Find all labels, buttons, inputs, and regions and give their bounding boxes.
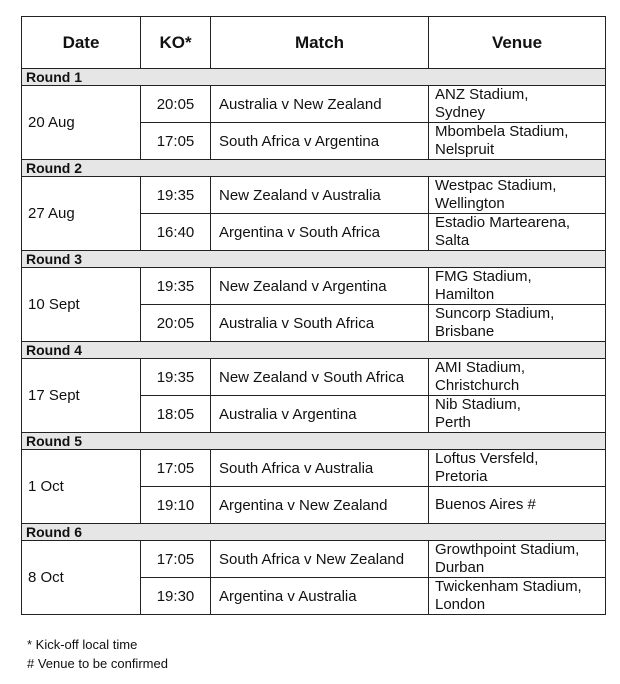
round-label: Round 3 <box>22 251 606 268</box>
venue-line: Estadio Martearena, <box>435 214 571 231</box>
venue-line: Westpac Stadium, <box>435 177 557 194</box>
match-teams: South Africa v Argentina <box>211 123 429 160</box>
round-label: Round 1 <box>22 69 606 86</box>
match-date: 10 Sept <box>22 268 141 342</box>
round-row <box>22 433 606 450</box>
fixtures-table <box>21 16 606 615</box>
kickoff-time: 17:05 <box>141 541 211 578</box>
venue <box>429 177 606 214</box>
match-teams: Argentina v South Africa <box>211 214 429 251</box>
round-row <box>22 251 606 268</box>
match-row <box>22 359 606 396</box>
venue <box>429 305 606 342</box>
round-label: Round 2 <box>22 160 606 177</box>
kickoff-time: 19:35 <box>141 177 211 214</box>
match-date: 17 Sept <box>22 359 141 433</box>
match-teams: Australia v New Zealand <box>211 86 429 123</box>
kickoff-time: 17:05 <box>141 123 211 160</box>
footnote-venue: # Venue to be confirmed <box>27 656 168 671</box>
match-date: 8 Oct <box>22 541 141 615</box>
header-row <box>22 17 606 69</box>
venue <box>429 214 606 251</box>
round-row <box>22 160 606 177</box>
venue-line: Suncorp Stadium, <box>435 305 555 322</box>
header-date: Date <box>22 17 141 69</box>
kickoff-time: 19:35 <box>141 268 211 305</box>
round-row <box>22 524 606 541</box>
venue-line: Loftus Versfeld, <box>435 450 539 467</box>
venue <box>429 268 606 305</box>
round-row <box>22 342 606 359</box>
match-teams: New Zealand v Australia <box>211 177 429 214</box>
match-row <box>22 450 606 487</box>
venue-line: Growthpoint Stadium, <box>435 541 580 558</box>
venue <box>429 541 606 578</box>
venue-line: ANZ Stadium, <box>435 86 529 103</box>
kickoff-time: 19:35 <box>141 359 211 396</box>
match-teams: Australia v Argentina <box>211 396 429 433</box>
venue-line: London <box>435 596 486 613</box>
match-row <box>22 268 606 305</box>
venue <box>429 578 606 615</box>
kickoff-time: 19:10 <box>141 487 211 524</box>
venue-line: Christchurch <box>435 377 520 394</box>
kickoff-time: 18:05 <box>141 396 211 433</box>
kickoff-time: 20:05 <box>141 305 211 342</box>
venue-line: Sydney <box>435 104 486 121</box>
match-date: 1 Oct <box>22 450 141 524</box>
match-teams: Argentina v New Zealand <box>211 487 429 524</box>
venue <box>429 123 606 160</box>
kickoff-time: 19:30 <box>141 578 211 615</box>
round-label: Round 6 <box>22 524 606 541</box>
venue-line: Mbombela Stadium, <box>435 123 569 140</box>
venue <box>429 396 606 433</box>
venue-line: Nib Stadium, <box>435 396 521 413</box>
match-date: 20 Aug <box>22 86 141 160</box>
match-teams: Argentina v Australia <box>211 578 429 615</box>
footnote-kickoff: * Kick-off local time <box>27 637 138 652</box>
kickoff-time: 17:05 <box>141 450 211 487</box>
match-row <box>22 177 606 214</box>
venue-line: Hamilton <box>435 286 495 303</box>
venue <box>429 86 606 123</box>
header-match: Match <box>211 17 429 69</box>
venue <box>429 487 606 524</box>
round-label: Round 4 <box>22 342 606 359</box>
match-teams: South Africa v New Zealand <box>211 541 429 578</box>
venue-line: Perth <box>435 414 471 431</box>
venue-line: Pretoria <box>435 468 488 485</box>
kickoff-time: 16:40 <box>141 214 211 251</box>
match-teams: New Zealand v South Africa <box>211 359 429 396</box>
match-teams: South Africa v Australia <box>211 450 429 487</box>
match-date: 27 Aug <box>22 177 141 251</box>
venue-line: Twickenham Stadium, <box>435 578 582 595</box>
round-row <box>22 69 606 86</box>
venue-line: AMI Stadium, <box>435 359 526 376</box>
match-row <box>22 86 606 123</box>
venue <box>429 450 606 487</box>
kickoff-time: 20:05 <box>141 86 211 123</box>
venue-line: Nelspruit <box>435 141 495 158</box>
venue-line: Durban <box>435 559 485 576</box>
match-teams: Australia v South Africa <box>211 305 429 342</box>
venue <box>429 359 606 396</box>
footnotes <box>27 635 168 673</box>
match-row <box>22 541 606 578</box>
venue-line: Wellington <box>435 195 505 212</box>
venue-line: FMG Stadium, <box>435 268 532 285</box>
venue-line: Salta <box>435 232 470 249</box>
venue-line: Brisbane <box>435 323 495 340</box>
round-label: Round 5 <box>22 433 606 450</box>
header-venue: Venue <box>429 17 606 69</box>
header-ko: KO* <box>141 17 211 69</box>
match-teams: New Zealand v Argentina <box>211 268 429 305</box>
venue-line: Buenos Aires # <box>435 496 536 513</box>
